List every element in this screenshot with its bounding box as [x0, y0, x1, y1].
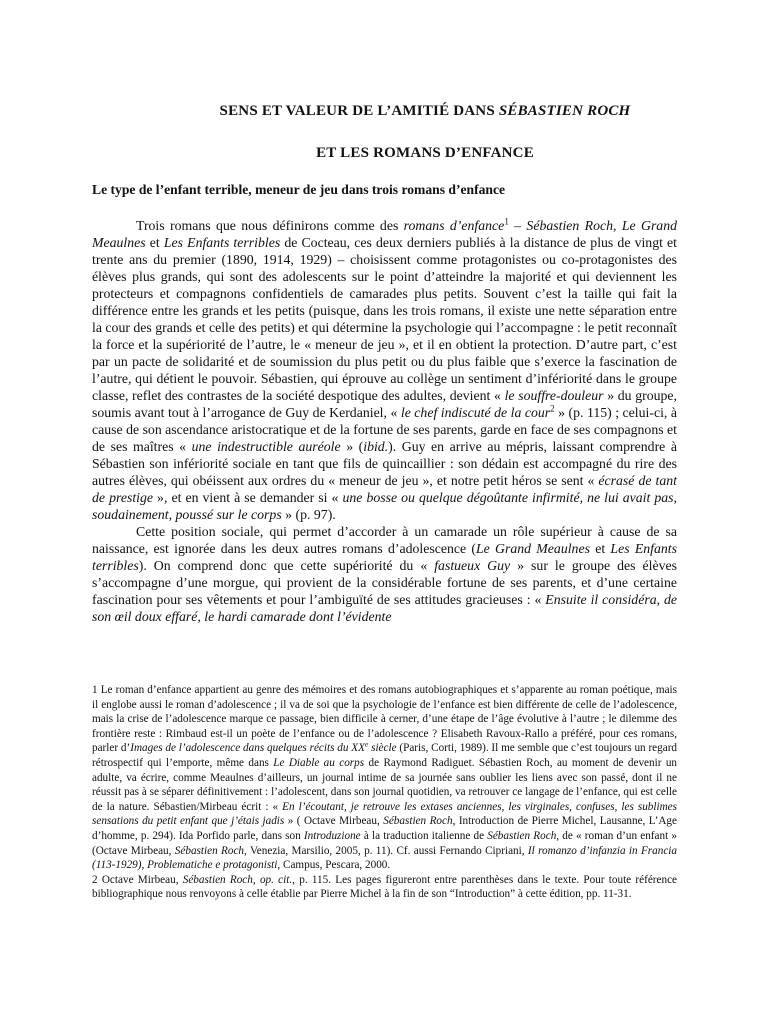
para2-run: Ensuite il considéra, de son œil doux effaré, le hardi camarade dont l’évidente [92, 592, 677, 624]
paragraph-1 [92, 217, 677, 523]
para1-run: une bosse ou quelque dégoûtante infirmité, ne lui avait pas, soudainement, poussé sur le corps [92, 490, 677, 522]
note1-run: (Paris, Corti, 1989). Il me semble que c’est toujours un regard rétrospectif qui l’emporte, même dans [92, 742, 678, 769]
para1-run: le chef indiscuté de la cour [400, 405, 551, 420]
note1-run: de Raymond Radiguet. Sébastien Roch, au moment de devenir un adulte, va écrire, comme Meaulnes d’ailleurs, un journal intime de sa journée sans oublier les liens avec son passé, dont il ne réussit pas à se séparer définitivement : l’adolescent, dans son journal quotidien, va retrouver ce langage de l’enfance, qui est celle de la nature. Sébastien/Mirbeau écrit : « [92, 756, 678, 813]
note1-run: , Introduction de Pierre Michel, Lausanne, L’Age d’homme, p. 294). Ida Porfido parle, dans son [92, 815, 677, 842]
para1-run: ). Guy en arrive au mépris, laissant comprendre à Sébastien son infériorité sociale en tant que fils de quincaillier : son dédain est accompagné du rire des autres élèves, qui obéissent aux ordres du « meneur de jeu », et notre petit héros se sent « [92, 439, 677, 488]
para2-run: et [589, 541, 611, 556]
title-line-1 [80, 103, 768, 120]
title-line-2: ET LES ROMANS D’ENFANCE [316, 145, 534, 161]
para2-run: Le Grand Meaulnes [475, 541, 590, 556]
para1-run: de Cocteau, ces deux derniers publiés à la distance de plus de vingt et trente ans du premier (1890, 1914, 1929) – choisissent comme protagonistes ou co-protagonistes des élèves plus grands, qui sont des adolescents sur le point d’atteindre la majorité et qui deviennent les protecteurs et compagnons confidentiels de camarades plus petits. Souvent c’est la taille qui fait la différence entre les grands et les petits (puisque, dans les trois romans, il existe une nette séparation entre la cour des grands et celle des petits) et qui détermine la psychologie qui l’accompagne : le petit reconnaît la force et la supériorité de l’autre, le « meneur de jeu », et il en obtient la protection. D’autre part, c’est par un pacte de solidarité et de soumission du plus petit ou du plus faible que s’exerce la fascination de l’autre, qui détient le pouvoir. Sébastien, qui éprouve au collège un sentiment d’infériorité dans le groupe classe, reflet des contrastes de la société despotique des adultes, devient « [92, 235, 678, 403]
para2-run: fastueux Guy [434, 558, 511, 573]
para1-run: Sébastien Roch [526, 218, 614, 233]
footnotes [92, 683, 677, 902]
para2-run: ). On comprend donc que cette supériorité du « [138, 558, 435, 573]
para1-run: ibid. [363, 439, 389, 454]
note2-run: op. cit. [259, 873, 293, 886]
para1-run: romans d’enfance [403, 218, 505, 233]
body-text [92, 217, 677, 625]
note1-run: Il romanzo d’infanzia in Francia (113-1929), Problematiche e protagonisti [92, 844, 677, 872]
para1-run: – [508, 218, 527, 233]
note1-run: , Campus, Pescara, 2000. [277, 859, 391, 872]
paragraph-2 [92, 523, 677, 625]
title-part-2: SÉBASTIEN ROCH [498, 103, 631, 119]
para1-run: Les Enfants terribles [163, 235, 281, 250]
note1-run: Sébastien Roch [487, 829, 557, 842]
note1-run: , Venezia, Marsilio, 2005, p. 11). Cf. aussi Fernando Cipriani, [244, 844, 528, 857]
note1-run: siècle [368, 742, 397, 755]
note1-run: à la traduction italienne de [360, 829, 488, 842]
para1-run: Trois romans que nous définirons comme des [136, 218, 404, 233]
para1-run: 1 [504, 216, 509, 227]
title-part-1: SENS ET VALEUR DE L’AMITIÉ DANS [219, 103, 499, 119]
note1-run: , de « roman d’un enfant » (Octave Mirbeau, [92, 829, 677, 857]
note1-run: Sébastien Roch [174, 844, 245, 857]
para2-run: Les Enfants terribles [92, 541, 677, 573]
para1-run: le souffre-douleur [504, 388, 604, 403]
note2-run: 2 Octave Mirbeau, [92, 873, 183, 886]
para1-run: », et en vient à se demander si « [153, 490, 343, 505]
note1-run: Images de l’adolescence dans quelques récits du XX [130, 742, 365, 755]
note2-run: Sébastien Roch [182, 873, 253, 886]
para1-run: 2 [550, 403, 555, 414]
note1-run: En l’écoutant, je retrouve les extases anciennes, les virginales, confuses, les sublimes sensations du petit enfant que j’étais jadis [92, 800, 678, 828]
para2-run: » sur le groupe des élèves s’accompagne d’une morgue, qui provient de la considérable fortune de ses parents, et d’une certaine fascination pour ses vêtements et pour l’ambiguïté de ses attitudes gracieuses : « [92, 558, 677, 607]
para1-run: » du groupe, soumis avant tout à l’arrogance de Guy de Kerdaniel, « [92, 388, 678, 420]
note2-run: , p. 115. Les pages figureront entre parenthèses dans le texte. Pour toute référence bibliographique nous renvoyons à celle établie par Pierre Michel à la fin de son “Introduction” à cette édition, pp. 11-31. [92, 873, 678, 901]
para1-run: » (p. 115) ; celui-ci, à cause de son ascendance aristocratique et de la fortune de ses parents, garde en face de ses compagnons et de ses maîtres « [92, 405, 677, 454]
footnote-2 [92, 873, 677, 902]
para1-run: et [145, 235, 164, 250]
note1-run: » ( Octave Mirbeau, [284, 815, 384, 828]
note1-run: Introduzione [303, 829, 361, 842]
para2-run: Cette position sociale, qui permet d’accorder à un camarade un rôle supérieur à cause de sa naissance, est ignorée dans les deux autres romans d’adolescence ( [92, 524, 677, 556]
note1-run: e [364, 739, 369, 749]
note1-run: Sébastien Roch [383, 815, 453, 828]
para1-run: Le Grand Meaulnes [92, 218, 678, 250]
para1-run: » ( [340, 439, 364, 454]
para1-run: une indestructible auréole [191, 439, 341, 454]
note1-run: 1 Le roman d’enfance appartient au genre des mémoires et des romans autobiographiques et s’apparente au roman poétique, mais il englobe aussi le roman d’adolescence ; il va de soi que la psychologie de l’enfance est bien différente de celle de l’adolescence, mais la crise de l’adolescence marque ce passage, bien difficile à cerner, d’une étape de l’âge évolutive à l’autre ; le dilemme des frontière reste : Rimbaud est-il un poète de l’enfance ou de l’adolescence ? Elisabeth Ravoux-Rallo a préféré, pour ces romans, parler d’ [92, 684, 677, 755]
para1-run: écrasé de tant de prestige [92, 473, 677, 505]
footnote-1 [92, 683, 677, 873]
para1-run: » (p. 97). [281, 507, 336, 522]
note1-run: Le Diable au corps [273, 756, 365, 769]
para1-run: , [613, 218, 622, 233]
section-heading: Le type de l’enfant terrible, meneur de jeu dans trois romans d’enfance [92, 182, 506, 197]
note2-run: , [252, 873, 260, 886]
